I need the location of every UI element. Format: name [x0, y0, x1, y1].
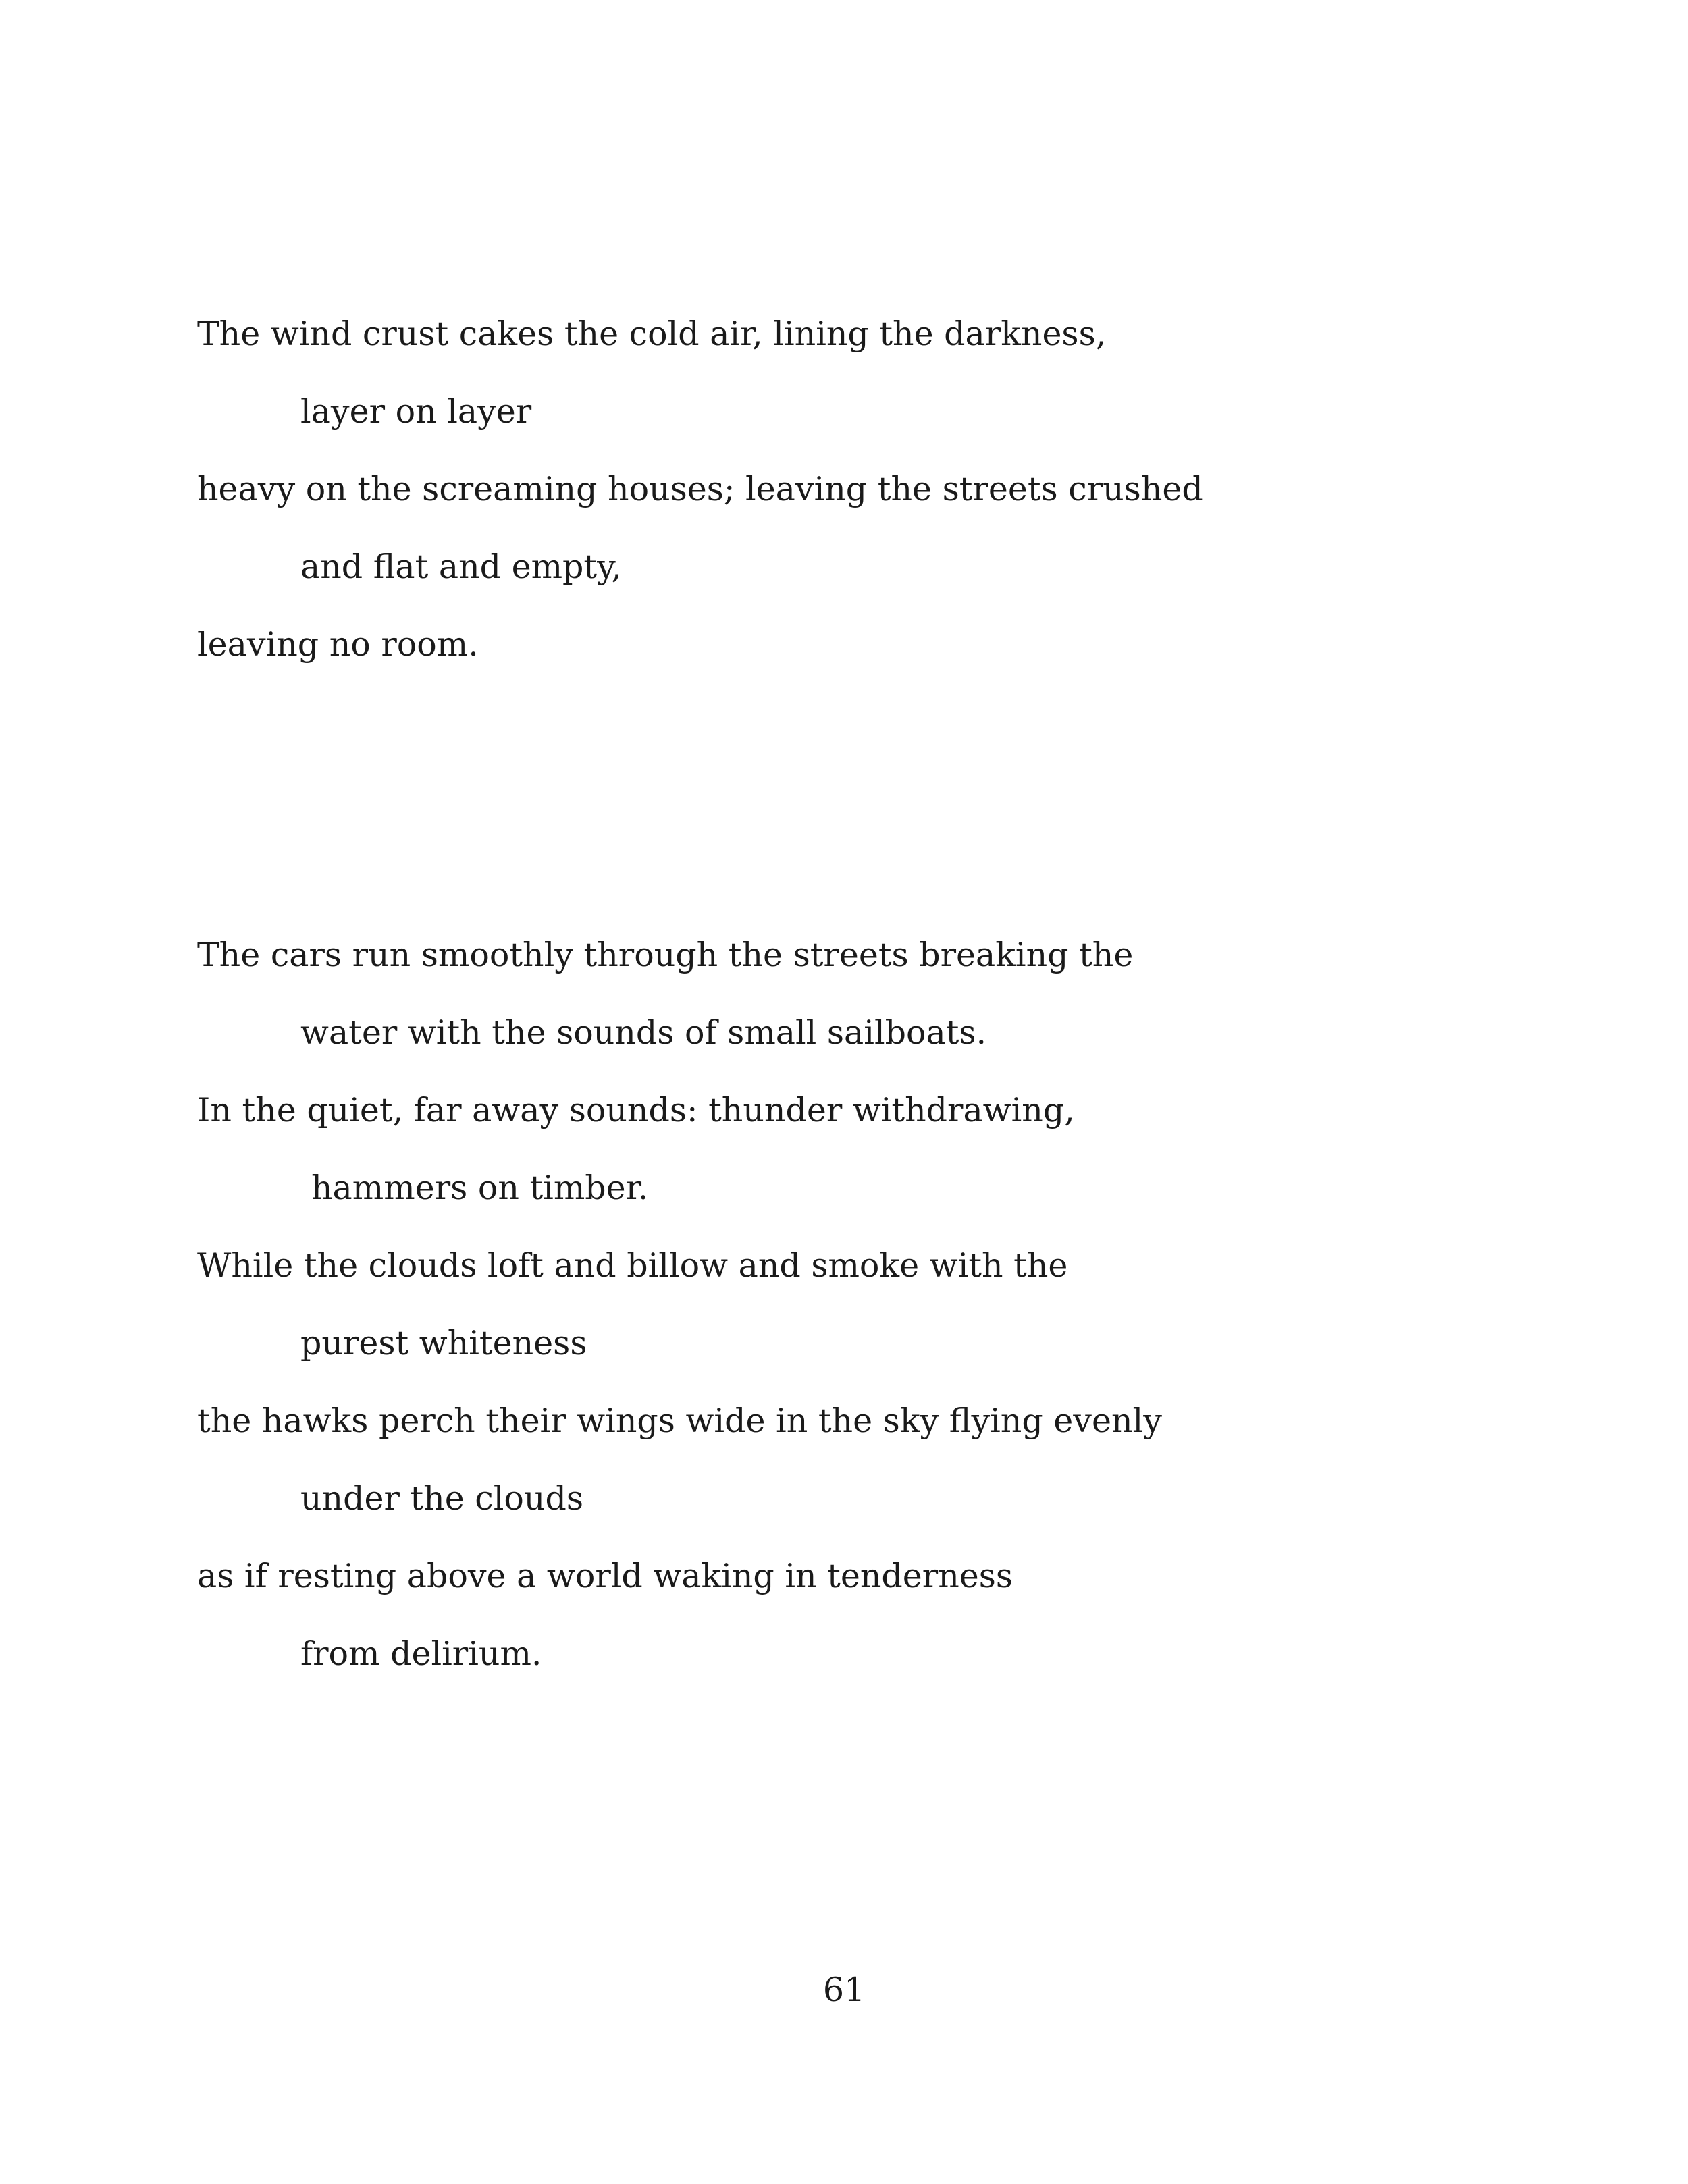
- poem-line: leaving no room.: [197, 625, 479, 664]
- poem-line: and flat and empty,: [300, 548, 622, 586]
- poem-line: layer on layer: [300, 392, 532, 431]
- poem-line: as if resting above a world waking in tenderness: [197, 1557, 1013, 1595]
- poem-line: the hawks perch their wings wide in the sky flying evenly: [197, 1402, 1162, 1440]
- poem-line: The wind crust cakes the cold air, lining the darkness,: [197, 315, 1107, 353]
- poem-line: While the clouds loft and billow and smoke with the: [197, 1246, 1068, 1285]
- poem-line: purest whiteness: [300, 1324, 587, 1362]
- poem-line: under the clouds: [300, 1479, 583, 1518]
- page-number: 61: [822, 1971, 866, 2009]
- poem-line: hammers on timber.: [311, 1169, 649, 1207]
- poem-line: heavy on the screaming houses; leaving the streets crushed: [197, 470, 1203, 508]
- poem-line: water with the sounds of small sailboats.: [300, 1013, 987, 1052]
- poem-line: In the quiet, far away sounds: thunder withdrawing,: [197, 1091, 1075, 1129]
- poem-line: from delirium.: [300, 1634, 542, 1673]
- poem-line: The cars run smoothly through the streets breaking the: [197, 936, 1134, 974]
